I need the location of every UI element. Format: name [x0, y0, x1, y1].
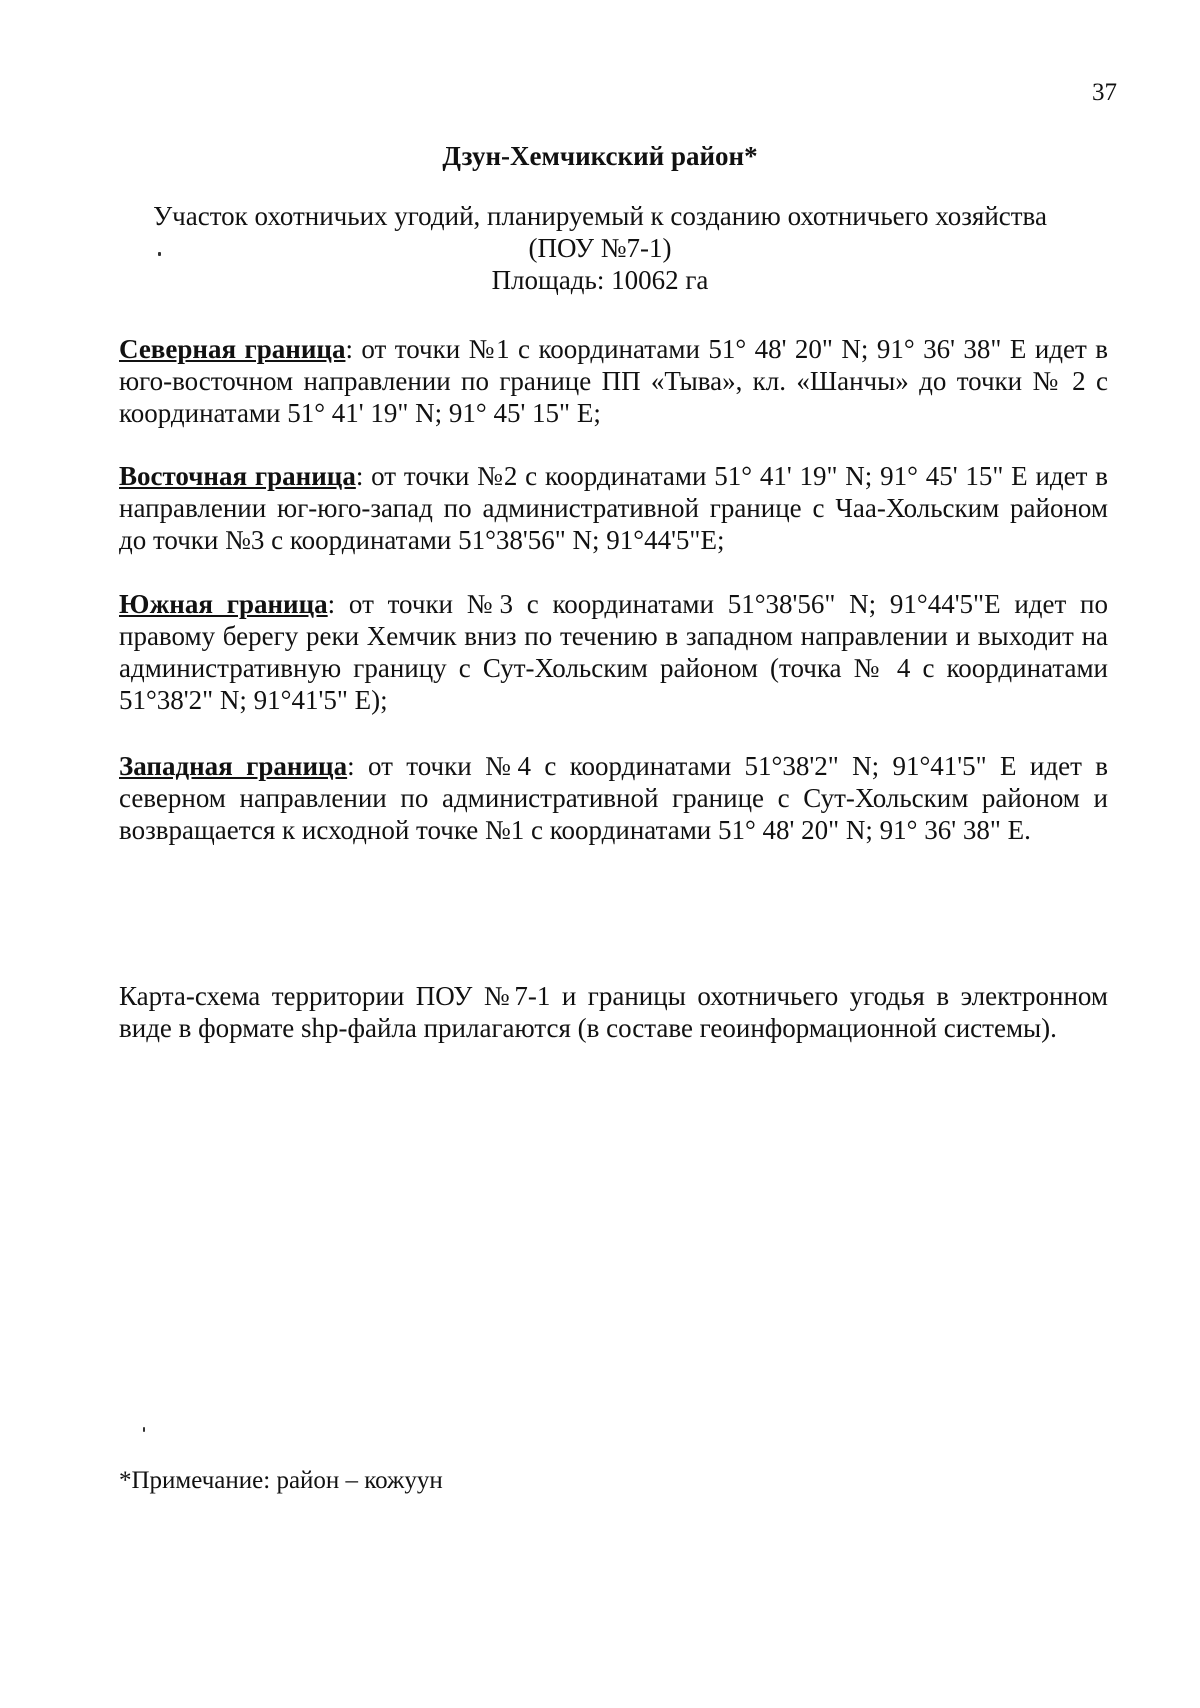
- subtitle-line-1: Участок охотничьих угодий, планируемый к созданию охотничьего хозяйства: [153, 201, 1047, 231]
- scan-speck: [143, 1427, 145, 1432]
- border-heading: Западная граница: [119, 751, 348, 781]
- subtitle-line-3: Площадь: 10062 га: [491, 265, 709, 295]
- border-heading: Восточная граница: [119, 461, 356, 491]
- scan-speck: [158, 252, 161, 256]
- subtitle-line-2: (ПОУ №7-1): [528, 233, 672, 263]
- document-title: Дзун-Хемчикский район*: [442, 141, 758, 171]
- southern-border-paragraph: [119, 588, 1108, 716]
- border-heading: Северная граница: [119, 334, 346, 364]
- border-text: : от точки №2 с координатами 51° 41' 19" N; 91° 45' 15" E идет в направлении юг-юго-запад по административной границе с Чаа-Хольским районом до точки №3 с координатами 51°38'56" N; 91°44'5"E;: [119, 461, 1108, 555]
- eastern-border-paragraph: [119, 460, 1108, 556]
- border-heading: Южная граница: [119, 589, 328, 619]
- northern-border-paragraph: [119, 333, 1108, 429]
- western-border-paragraph: [119, 750, 1108, 846]
- border-text: : от точки №3 с координатами 51°38'56" N; 91°44'5"E идет по правому берегу реки Хемчик вниз по течению в западном направлении и выходит на административную границу с Сут-Хольским районом (точка № 4 с координатами 51°38'2" N; 91°41'5" E);: [119, 589, 1108, 715]
- page-number: 37: [1092, 79, 1117, 106]
- border-text: : от точки №4 с координатами 51°38'2" N; 91°41'5" E идет в северном направлении по административной границе с Сут-Хольским районом и возвращается к исходной точке №1 с координатами 51° 48' 20" N; 91° 36' 38" E.: [119, 751, 1108, 845]
- map-note-paragraph: Карта-схема территории ПОУ №7-1 и границы охотничьего угодья в электронном виде в формате shp-файла прилагаются (в составе геоинформационной системы).: [119, 981, 1108, 1043]
- border-text: : от точки №1 с координатами 51° 48' 20" N; 91° 36' 38" E идет в юго-восточном направлении по границе ПП «Тыва», кл. «Шанчы» до точки № 2 с координатами 51° 41' 19" N; 91° 45' 15" E;: [119, 334, 1108, 428]
- footnote: *Примечание: район – кожуун: [119, 1467, 443, 1494]
- document-subtitle: [0, 200, 1200, 296]
